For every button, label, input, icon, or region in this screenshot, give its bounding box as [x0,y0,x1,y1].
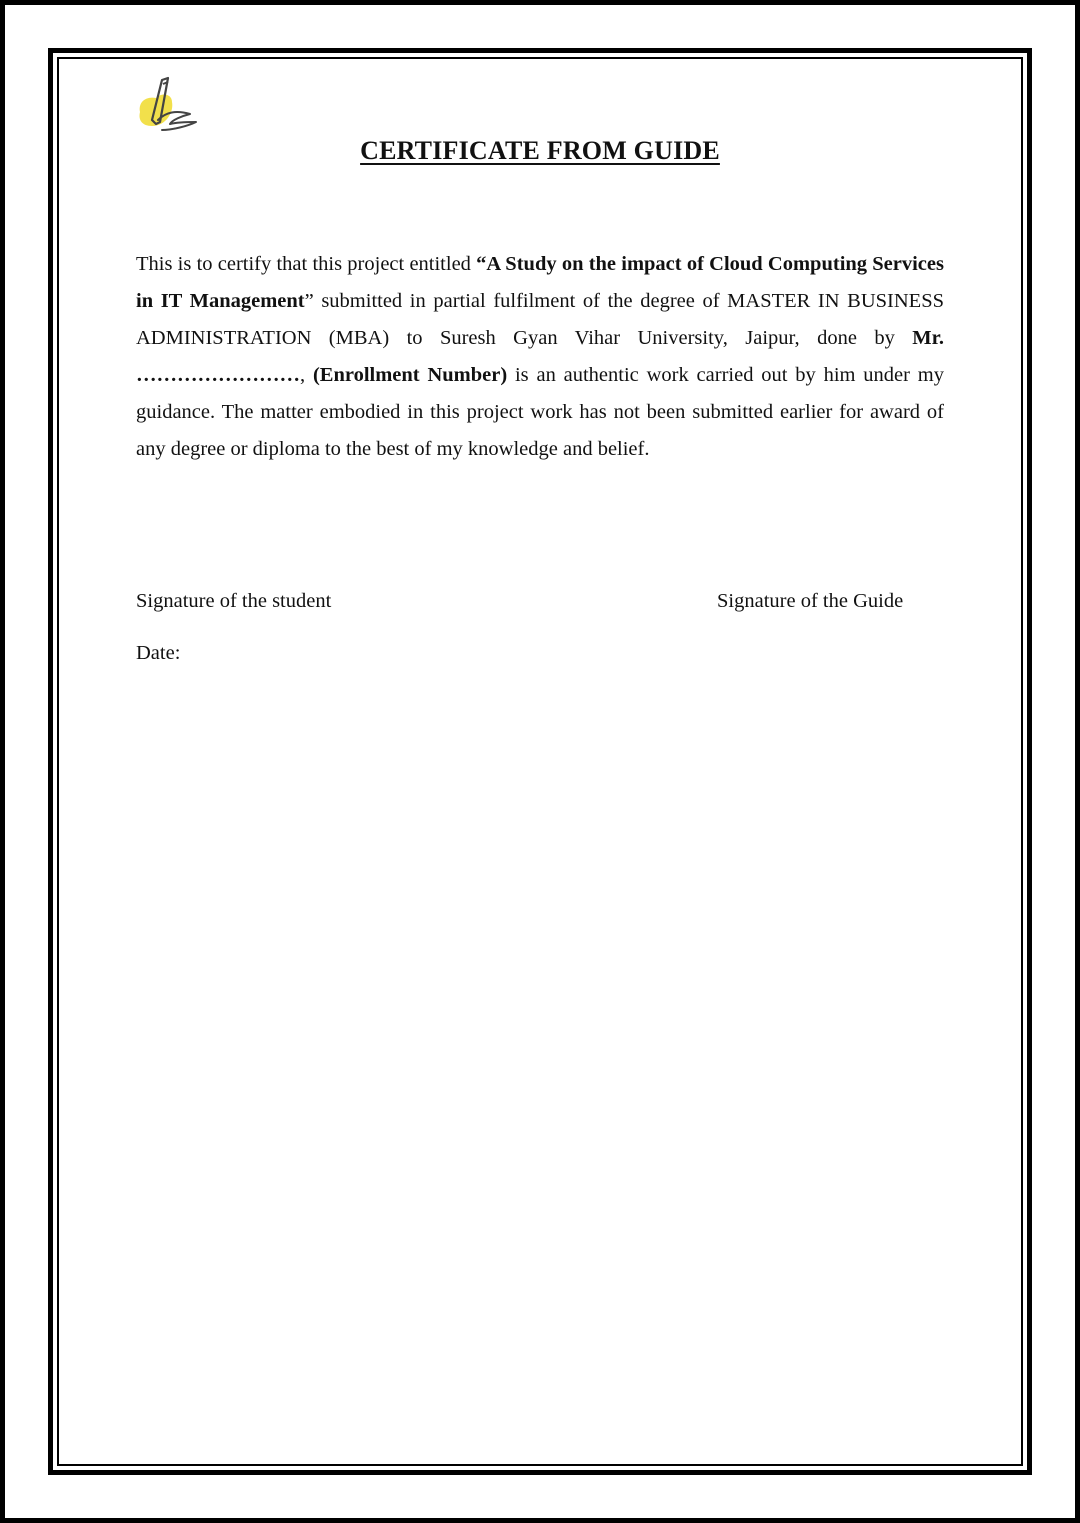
body-text-segment: , [300,364,313,386]
quote-open: “ [476,253,487,275]
certificate-body-paragraph [136,246,944,468]
body-text-segment: is an authentic work carried out by him under my guidance. The matter embodied in this project work has not been submitted earlier for award of any degree or diploma to the best of my knowledge and belief. [136,364,944,460]
signature-guide-label: Signature of the Guide [717,590,904,612]
certificate-title: CERTIFICATE FROM GUIDE [360,136,720,165]
body-text-segment: This is to certify that this project entitled [136,253,477,275]
project-title: A Study on the impact of Cloud Computing Services in IT Management [136,253,944,312]
signature-student-label: Signature of the student [136,590,332,612]
body-text-segment: submitted in partial fulfilment of the degree of MASTER IN BUSINESS ADMINISTRATION (MBA) to Suresh Gyan Vihar University, Jaipur, done by [136,290,944,349]
date-label: Date: [136,642,181,664]
enrollment-number-placeholder: (Enrollment Number) [312,364,508,386]
student-name-placeholder: Mr. …………………… [136,327,944,386]
quote-close: ” [304,290,314,312]
pen-writing-icon [132,72,204,136]
